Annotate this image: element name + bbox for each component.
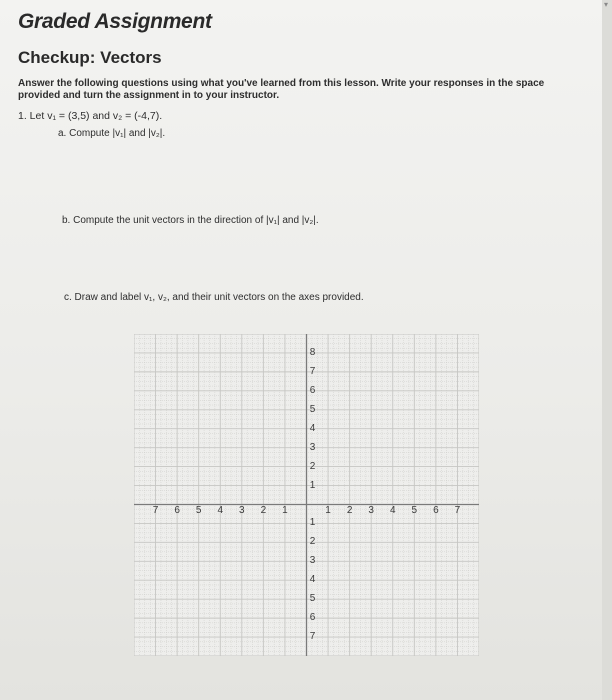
- y-tick-label: 7: [309, 365, 316, 377]
- question-1c-text: c. Draw and label v₁, v₂, and their unit vectors on the axes provided.: [64, 292, 364, 303]
- y-tick-label: 2: [309, 460, 316, 472]
- x-tick-label: 2: [260, 505, 267, 517]
- x-tick-label: 1: [282, 505, 288, 517]
- y-tick-label: 1: [309, 479, 316, 491]
- question-1b-text: b. Compute the unit vectors in the direction of |v₁| and |v₂|.: [62, 215, 319, 226]
- coordinate-grid: [134, 334, 479, 656]
- y-tick-label: 7: [309, 631, 316, 643]
- page-title: Graded Assignment: [18, 10, 212, 33]
- x-tick-label: 4: [389, 505, 396, 517]
- y-tick-label: 2: [309, 536, 316, 548]
- x-tick-label: 7: [152, 505, 159, 517]
- y-tick-label: 4: [309, 422, 316, 434]
- x-tick-label: 7: [454, 505, 461, 517]
- x-tick-label: 4: [217, 505, 224, 517]
- y-tick-label: 5: [309, 403, 316, 415]
- page-subtitle: Checkup: Vectors: [18, 48, 162, 67]
- y-tick-label: 6: [309, 612, 316, 624]
- question-1a-text: a. Compute |v₁| and |v₂|.: [58, 128, 166, 139]
- x-tick-label: 6: [174, 505, 180, 517]
- x-tick-label: 6: [433, 505, 439, 517]
- x-tick-label: 1: [325, 505, 331, 517]
- instructions-text: Answer the following questions using what you've learned from this lesson. Write your responses in the space provided and turn the assignment in to your instructor.: [18, 78, 545, 101]
- y-tick-label: 1: [309, 517, 316, 529]
- y-tick-label: 5: [309, 593, 316, 605]
- x-tick-label: 2: [346, 505, 353, 517]
- question-1-prompt: 1. Let v₁ = (3,5) and v₂ = (-4,7).: [18, 110, 163, 122]
- y-tick-label: 4: [309, 574, 316, 586]
- x-tick-label: 3: [239, 505, 245, 517]
- x-tick-label: 5: [411, 505, 418, 517]
- grid-svg: [134, 334, 479, 656]
- scroll-corner-icon: ▾: [604, 0, 609, 9]
- y-tick-label: 8: [309, 346, 316, 358]
- y-tick-label: 3: [309, 441, 316, 453]
- x-tick-label: 3: [368, 505, 374, 517]
- y-tick-label: 6: [309, 384, 316, 396]
- x-tick-label: 5: [195, 505, 202, 517]
- y-tick-label: 3: [309, 555, 316, 567]
